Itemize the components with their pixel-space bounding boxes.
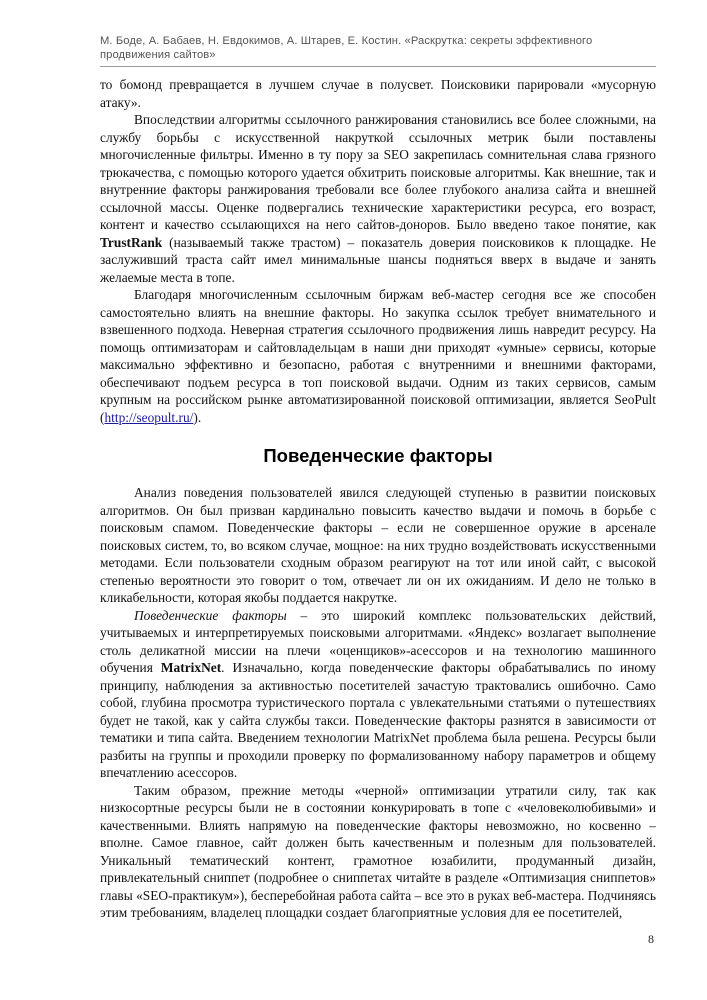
term-trustrank: TrustRank [100,234,163,250]
running-header [100,34,656,62]
paragraph: Анализ поведения пользователей явился следующей ступенью в развитии поисковых алгоритмов. Он был призван кардинально повысить качество выдачи и помочь в борьбе с поисковым спамом. Поведенческие факторы – если не совершенное оружие в арсенале поисковых систем, то, во всяком случае, мощное: на них трудно воздействовать искусственными методами. Если пользователи сходным образом реагируют на тот или иной сайт, с высокой степенью вероятности это говорит о том, отвечает ли он их ожиданиям. И дело не только в кликабельности, которая якобы поддается накрутке. [100,485,656,605]
paragraph: Таким образом, прежние методы «черной» оптимизации утратили силу, так как низкосортные ресурсы были не в состоянии конкурировать в топе с «человеколюбивыми» и качественными. Влиять напрямую на поведенческие факторы невозможно, но косвенно – вполне. Самое главное, сайт должен быть качественным и полезным для пользователей. Уникальный тематический контент, грамотное юзабилити, продуманный дизайн, привлекательный сниппет (подробнее о сниппетах читайте в разделе «Оптимизация сниппетов» главы «SEO-практикум»), бесперебойная работа сайта – все это в руках веб-мастера. Подчиняясь этим требованиям, владелец площадки создает благоприятные условия для ее посетителей, [100,782,656,920]
term-matrixnet: MatrixNet [160,660,222,675]
page-body [100,76,656,922]
page-number: 8 [648,932,654,946]
seopult-link[interactable]: http://seopult.ru/ [104,409,194,425]
term-behavioral-factors: Поведенческие факторы [134,607,287,623]
header-divider [100,66,656,67]
paragraph: Поведенческие факторы – это широкий комплекс пользовательских действий, учитываемых и интерпретируемых поисковыми алгоритмами. «Яндекс» возлагает выполнение столь деликатной миссии на плечи «оценщиков»-асессоров и на технологию машинного обучения MatrixNet. Изначально, когда поведенческие факторы обрабатывались по иному принципу, наблюдения за активностью посетителей зачастую трактовались ошибочно. Само собой, глубина просмотра туристического портала с увлекательными статьями о путешествиях будет не такой, как у сайта службы такси. Поведенческие факторы разнятся в зависимости от тематики и типа сайта. Введением технологии MatrixNet проблема была решена. Ресурсы были разбиты на группы и проходили проверку по формализованному набору параметров и общему впечатлению асессоров. [100,607,656,780]
section-heading: Поведенческие факторы [263,445,493,466]
paragraph: Благодаря многочисленным ссылочным биржам веб-мастер сегодня все же способен самостоятельно влиять на внешние факторы. Но закупка ссылок требует внимательного и взвешенного подхода. Неверная стратегия ссылочного продвижения лишь навредит ресурсу. На помощь оптимизаторам и сайтовладельцам в наши дни приходят «умные» сервисы, которые максимально эффективно и безопасно, работая с внутренними и внешними факторами, обеспечивают подъем ресурса в топ поисковой выдачи. Одним из таких сервисов, самым крупным на российском рынке автоматизированной поисковой оптимизации, является SeoPult (http://seopult.ru/). [100,287,656,425]
paragraph: то бомонд превращается в лучшем случае в полусвет. Поисковики парировали «мусорную атаку». [100,77,656,110]
running-header-text: М. Боде, А. Бабаев, Н. Евдокимов, А. Штарев, Е. Костин. «Раскрутка: секреты эффективного продвижения сайтов» [100,35,593,61]
paragraph: Впоследствии алгоритмы ссылочного ранжирования становились все более сложными, на службу борьбы с искусственной накруткой ссылочных метрик были поставлены многочисленные фильтры. Именно в ту пору за SEO закрепилась сомнительная слава грязного трюкачества, с помощью которого удается обхитрить поисковые алгоритмы. Как внешние, так и внутренние факторы ранжирования требовали все более глубокого анализа сайта и внешней ссылочной массы. Оценке подвергались технические характеристики ресурса, его возраст, контент и качество ссылающихся на него сайтов-доноров. Было введено такое понятие, как TrustRank (называемый также трастом) – показатель доверия поисковиков к площадке. Не заслуживший траста сайт имел минимальные шансы подняться вверх в выдаче и занять желаемые места в топе. [100,112,656,285]
